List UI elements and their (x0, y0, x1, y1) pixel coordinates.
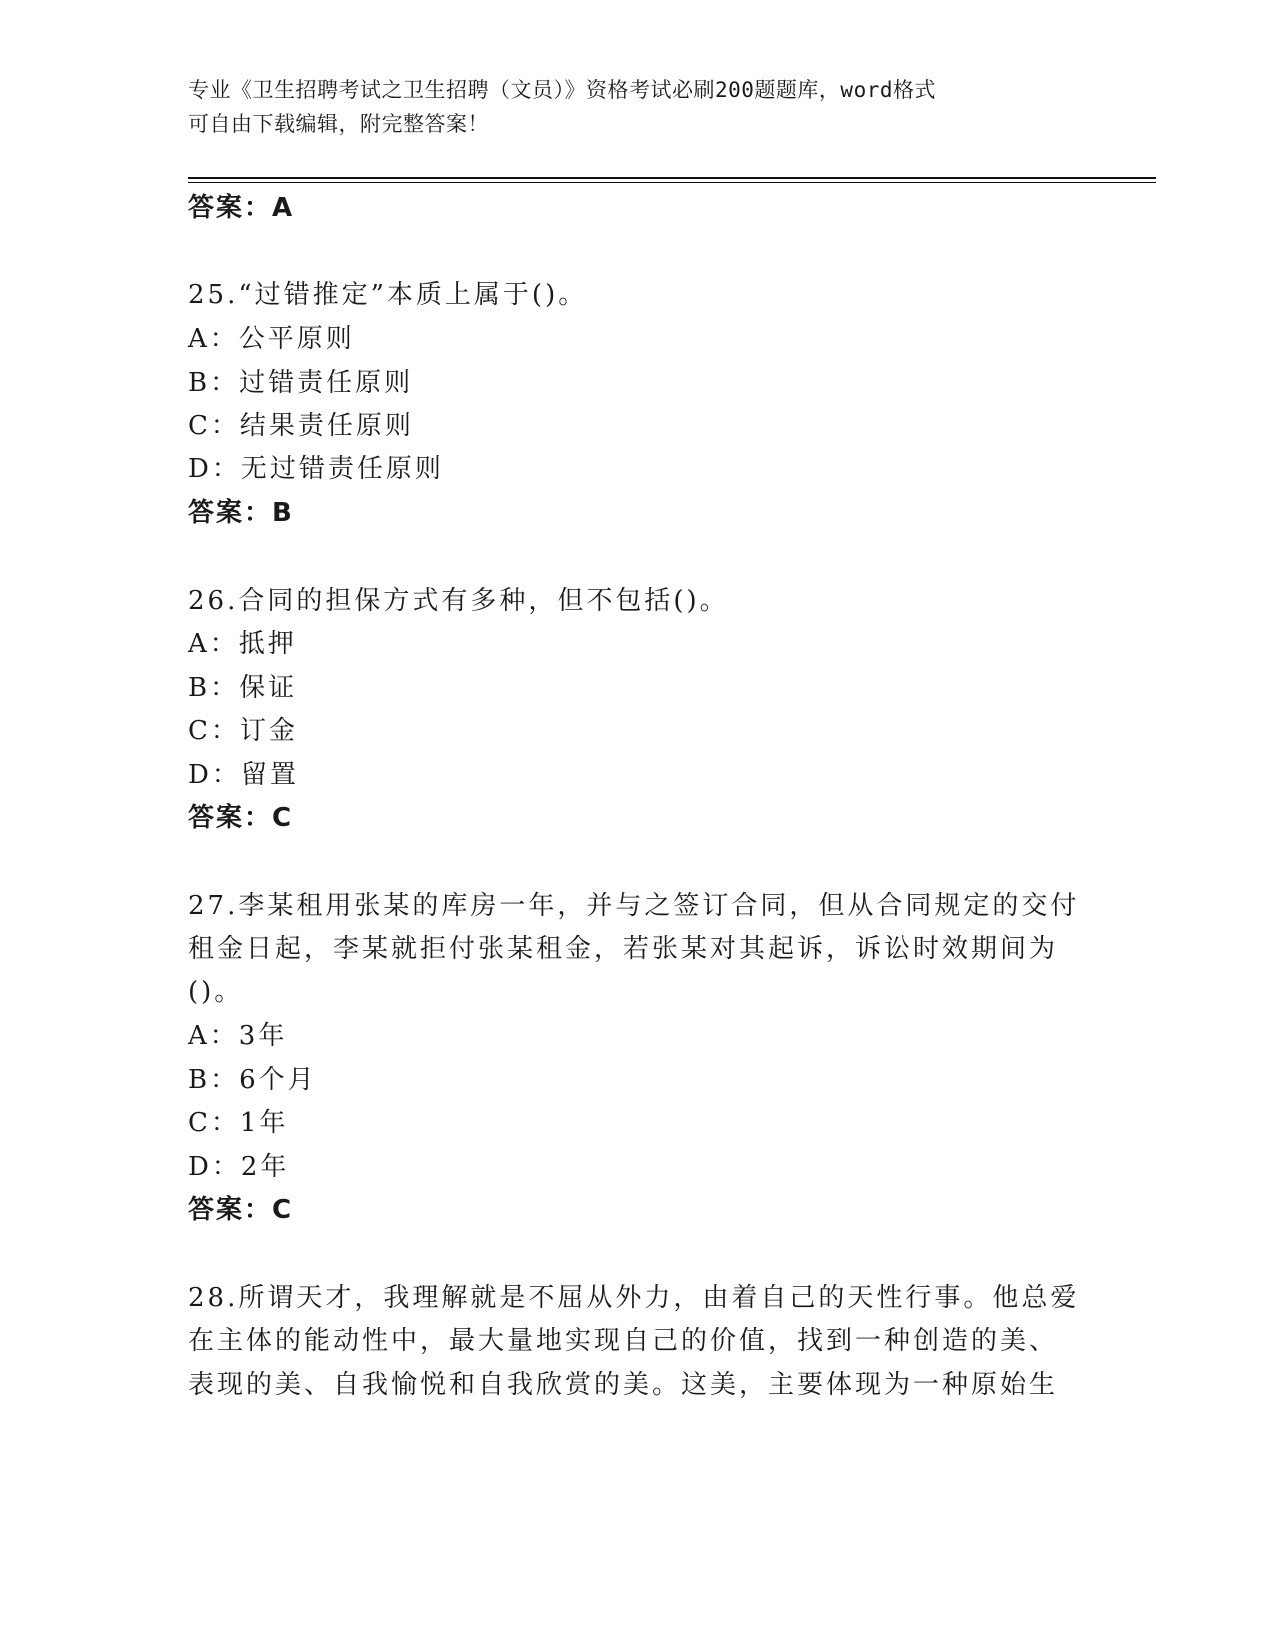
question-27-stem-line-2: 租金日起，李某就拒付张某租金，若张某对其起诉，诉讼时效期间为 (188, 934, 1059, 964)
question-26-option-c: C：订金 (188, 716, 298, 746)
question-27-option-c: C：1年 (188, 1108, 289, 1138)
question-27-answer: 答案：C (188, 1195, 294, 1225)
question-27-option-d: D：2年 (188, 1152, 290, 1182)
question-25-option-c: C：结果责任原则 (188, 411, 414, 441)
header-divider-thin (188, 182, 1156, 183)
question-25-option-b: B：过错责任原则 (188, 368, 414, 398)
header-line-1: 专业《卫生招聘考试之卫生招聘（文员）》资格考试必刷200题题库，word格式 (188, 78, 936, 102)
header-divider (188, 177, 1156, 179)
question-26-stem: 26.合同的担保方式有多种，但不包括()。 (188, 586, 729, 616)
question-26-option-a: A：抵押 (188, 629, 297, 659)
question-27-stem-line-1: 27.李某租用张某的库房一年，并与之签订合同，但从合同规定的交付 (188, 891, 1080, 921)
question-26-answer: 答案：C (188, 803, 294, 833)
question-25-stem: 25.“过错推定”本质上属于()。 (188, 280, 588, 310)
question-25-option-d: D：无过错责任原则 (188, 454, 444, 484)
answer-prev: 答案：A (188, 193, 295, 223)
question-28-stem-line-1: 28.所谓天才，我理解就是不屈从外力，由着自己的天性行事。他总爱 (188, 1283, 1080, 1313)
question-26-option-b: B：保证 (188, 673, 298, 703)
question-25-option-a: A：公平原则 (188, 324, 355, 354)
question-28-stem-line-2: 在主体的能动性中，最大量地实现自己的价值，找到一种创造的美、 (188, 1326, 1059, 1356)
question-27-option-a: A：3年 (188, 1021, 288, 1051)
question-27-option-b: B：6个月 (188, 1065, 317, 1095)
document-header (188, 73, 1068, 141)
question-25-answer: 答案：B (188, 498, 294, 528)
question-27-stem-line-3: ()。 (188, 977, 244, 1007)
header-line-2: 可自由下载编辑，附完整答案！ (188, 112, 489, 136)
question-28-stem-line-3: 表现的美、自我愉悦和自我欣赏的美。这美，主要体现为一种原始生 (188, 1370, 1059, 1400)
question-26-option-d: D：留置 (188, 760, 299, 790)
